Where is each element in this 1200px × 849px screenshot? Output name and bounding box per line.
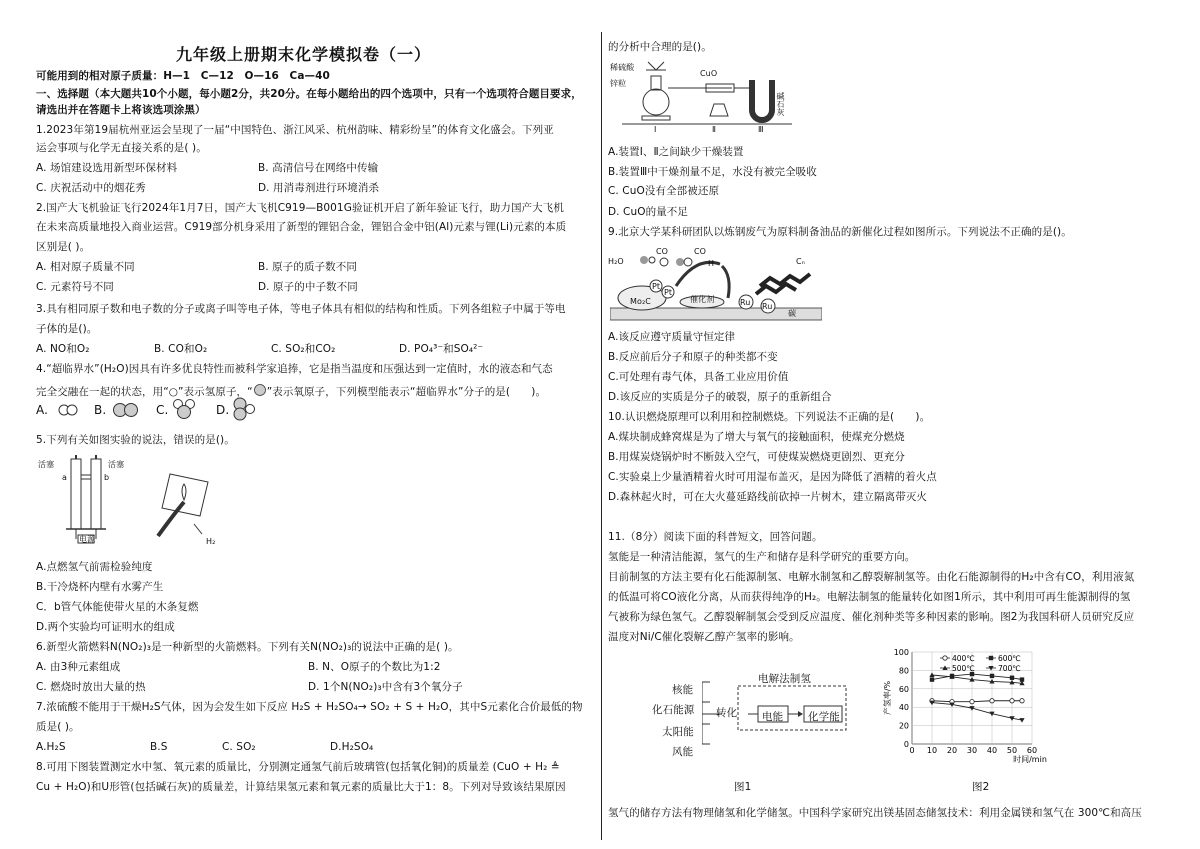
q5-fig-label-b: b bbox=[104, 473, 110, 482]
q9-option-c: C.可处理有毒气体，具备工业应用价值 bbox=[608, 371, 789, 383]
x-tick-label: 50 bbox=[1006, 746, 1018, 755]
q9-fig-co1: CO bbox=[656, 247, 669, 256]
q9-stem-1: 9.北京大学某科研团队以炼钢废气为原料制备油品的新催化过程如图所示。下列说法不正确的是()。 bbox=[608, 226, 1072, 238]
fig2-caption: 图2 bbox=[972, 781, 990, 793]
q4-option-a bbox=[36, 404, 48, 416]
q2-option-d: D. 原子的中子数不同 bbox=[258, 281, 358, 293]
q4-option-a-label: A. bbox=[36, 403, 49, 417]
y-tick-label: 0 bbox=[903, 740, 909, 749]
fig1-convert-label: 转化 bbox=[716, 707, 738, 719]
q9-fig-carbon: 碳 bbox=[788, 309, 797, 318]
q8-fig-acid: 稀硫酸 bbox=[610, 63, 635, 72]
q11-text-5: 气被称为绿色氢气。乙醇裂解制氢会受到反应温度、催化剂种类等多种因素的影响。图2为我国科研人员研究反应 bbox=[608, 611, 1135, 623]
q8-fig-cuo: CuO bbox=[700, 69, 718, 78]
q4-option-b-label: B. bbox=[94, 403, 107, 417]
q5-option-a: A.点燃氢气前需检验纯度 bbox=[36, 561, 153, 573]
q5-fig-label-left: 活塞 bbox=[38, 460, 55, 469]
q7-option-b: B.S bbox=[150, 741, 168, 753]
q4-stem-2a: 完全交融在一起的状态，用“○”表示氢原子，“ bbox=[36, 386, 253, 398]
y-tick-label: 20 bbox=[898, 721, 909, 731]
data-point bbox=[950, 674, 954, 678]
q8-stem-3: 的分析中合理的是()。 bbox=[608, 41, 712, 53]
hydrogen-yield-chart bbox=[880, 644, 1068, 772]
q8-fig-i: Ⅰ bbox=[654, 125, 657, 134]
x-tick-label: 0 bbox=[909, 746, 915, 755]
q10-option-a: A.煤块制成蜂窝煤是为了增大与氧气的接触面积，使煤充分燃烧 bbox=[608, 431, 905, 443]
q6-option-a: A. 由3种元素组成 bbox=[36, 661, 121, 673]
q4-model-a-icon bbox=[57, 402, 81, 418]
q10-stem-1: 10.认识燃烧原理可以利用和控制燃烧。下列说法不正确的是( )。 bbox=[608, 411, 931, 423]
q2-option-b: B. 原子的质子数不同 bbox=[258, 261, 357, 273]
q10-option-c: C.实验桌上少量酒精着火时可用湿布盖灭，是因为降低了酒精的着火点 bbox=[608, 471, 937, 483]
q9-option-d: D.该反应的实质是分子的破裂，原子的重新组合 bbox=[608, 391, 832, 403]
x-axis-label: 时间/min bbox=[1013, 755, 1047, 764]
q9-fig-mo2c: Mo₂C bbox=[630, 297, 651, 306]
q9-fig-pt2: Pt bbox=[664, 288, 673, 297]
series-line bbox=[932, 701, 1022, 702]
q5-fig-label-a: a bbox=[62, 473, 68, 482]
q2-option-a: A. 相对原子质量不同 bbox=[36, 261, 135, 273]
q4-option-b bbox=[94, 404, 106, 416]
q8-stem-2: Cu + H₂O)和U形管(包括碱石灰)的质量差，计算结果氢元素和氧元素的质量比大于1：8。下列对导致该结果原因 bbox=[36, 781, 566, 793]
fig1-chemical-energy: 化学能 bbox=[808, 711, 840, 723]
q4-model-b-icon bbox=[112, 401, 140, 419]
fig1-box-title: 电解法制氢 bbox=[758, 673, 811, 685]
x-tick-label: 30 bbox=[966, 746, 978, 755]
q8-fig-lime: 碱石灰 bbox=[776, 92, 785, 117]
q7-stem-1: 7.浓硫酸不能用于干燥H₂S气体，因为会发生如下反应 H₂S + H₂SO₄→ SO₂ + S + H₂O，其中S元素化合价最低的物 bbox=[36, 701, 583, 713]
q5-fig-label-h2: H₂ bbox=[206, 537, 216, 546]
q5-option-c: C．b管气体能使带火星的木条复燃 bbox=[36, 601, 199, 613]
q2-stem-2: 在未来高质量地投入商业运营。C919部分机身采用了新型的锂铝合金，锂铝合金中铝(Al)元素与锂(Li)元素的本质 bbox=[36, 221, 567, 233]
q8-fig-ii: Ⅱ bbox=[712, 125, 717, 134]
y-axis-label: 产氢率/% bbox=[883, 680, 892, 716]
q10-option-b: B.用煤炭烧锅炉时不断鼓入空气，可使煤炭燃烧更剧烈、更充分 bbox=[608, 451, 905, 463]
x-tick-label: 10 bbox=[926, 746, 938, 755]
q1-option-d: D. 用消毒剂进行环境消杀 bbox=[258, 182, 380, 194]
legend-marker bbox=[943, 656, 947, 660]
q11-text-6: 温度对Ni/C催化裂解乙醇产氢率的影响。 bbox=[608, 631, 800, 643]
q5-fig-label-power: 电源 bbox=[79, 535, 96, 544]
q6-option-b: B. N、O原子的个数比为1:2 bbox=[308, 661, 441, 673]
q3-stem-2: 子体的是()。 bbox=[36, 323, 98, 335]
y-tick-label: 100 bbox=[893, 648, 909, 657]
q2-stem-3: 区别是( )。 bbox=[36, 241, 91, 253]
q4-stem-2b: ”表示氧原子，下列模型能表示“超临界水”分子的是( )。 bbox=[266, 386, 547, 398]
x-tick-label: 60 bbox=[1026, 746, 1038, 755]
data-point bbox=[930, 677, 934, 681]
q8-option-d: D. CuO的量不足 bbox=[608, 206, 689, 218]
q7-option-a: A.H₂S bbox=[36, 741, 66, 753]
q4-model-c-icon bbox=[172, 398, 198, 420]
q3-option-b: B. CO和O₂ bbox=[154, 343, 208, 355]
column-divider bbox=[601, 32, 602, 840]
fig1-source-nuclear: 核能 bbox=[672, 684, 694, 696]
data-point bbox=[970, 699, 974, 703]
q7-option-c: C. SO₂ bbox=[222, 741, 256, 753]
atomic-mass-note: 可能用到的相对原子质量：H—1 C—12 O—16 Ca—40 bbox=[36, 70, 330, 82]
q4-option-c-label: C. bbox=[156, 403, 169, 417]
y-tick-label: 80 bbox=[898, 666, 909, 676]
fig1-source-solar: 太阳能 bbox=[662, 726, 694, 738]
q1-option-a: A. 场馆建设选用新型环保材料 bbox=[36, 162, 178, 174]
q9-fig-ru2: Ru bbox=[762, 302, 773, 311]
q7-stem-2: 质是( )。 bbox=[36, 721, 80, 733]
section1-header: 一、选择题（本大题共10个小题，每小题2分，共20分。在每小题给出的四个选项中，只有一个选项符合题目要求， bbox=[36, 88, 582, 100]
data-point bbox=[1020, 699, 1024, 703]
q5-option-b: B.干冷烧杯内壁有水雾产生 bbox=[36, 581, 164, 593]
x-tick-label: 20 bbox=[946, 746, 958, 755]
q8-stem-1: 8.可用下图装置测定水中氢、氧元素的质量比，分别测定通氢气前后玻璃管(包括氧化铜)的质量差 (CuO + H₂ ≜ bbox=[36, 761, 560, 773]
q11-stem-1: 11.（8分）阅读下面的科普短文，回答问题。 bbox=[608, 531, 823, 543]
q4-model-d-icon bbox=[232, 397, 258, 421]
q5-option-d: D.两个实验均可证明水的组成 bbox=[36, 621, 175, 633]
data-point bbox=[990, 674, 994, 678]
fig1-source-wind: 风能 bbox=[672, 746, 694, 758]
q8-fig-zinc: 锌粒 bbox=[610, 79, 627, 88]
fig1-caption: 图1 bbox=[734, 781, 752, 793]
fig1-source-fossil: 化石能源 bbox=[652, 704, 695, 716]
q4-option-d bbox=[216, 404, 229, 416]
page-title: 九年级上册期末化学模拟卷（一） bbox=[176, 45, 432, 64]
q6-option-c: C. 燃烧时放出大量的热 bbox=[36, 681, 146, 693]
q11-text-4: 的低温可将CO液化分离，从而获得纯净的H₂。电解法制氢的能量转化如图1所示，其中利用可再生能源制得的氢 bbox=[608, 591, 1131, 603]
q11-text-7: 氢气的储存方法有物理储氢和化学储氢。中国科学家研究出镁基固态储氢技术：利用金属镁和氢气在 300℃和高压 bbox=[608, 807, 1142, 819]
q2-stem-1: 2.国产大飞机验证飞行2024年1月7日，国产大飞机C919—B001G验证机开启了新年验证飞行，助力国产大飞机 bbox=[36, 202, 564, 214]
legend-label: 400℃ bbox=[952, 654, 975, 663]
data-point bbox=[1010, 676, 1014, 680]
q9-fig-h: H bbox=[708, 259, 715, 268]
q11-text-2: 氢能是一种清洁能源，氢气的生产和储存是科学研究的重要方向。 bbox=[608, 551, 916, 563]
q8-option-b: B.装置Ⅲ中干燥剂量不足，水没有被完全吸收 bbox=[608, 166, 817, 178]
q9-option-a: A.该反应遵守质量守恒定律 bbox=[608, 331, 736, 343]
q4-option-c bbox=[156, 404, 168, 416]
y-tick-label: 40 bbox=[898, 703, 909, 713]
data-point bbox=[1019, 718, 1024, 723]
series-line bbox=[932, 703, 1022, 720]
q9-fig-h2o: H₂O bbox=[608, 257, 624, 266]
q6-stem-1: 6.新型火箭燃料N(NO₂)₃是一种新型的火箭燃料。下列有关N(NO₂)₃的说法中正确的是( )。 bbox=[36, 641, 459, 653]
legend-label: 600℃ bbox=[998, 654, 1021, 663]
q9-fig-co2: CO bbox=[694, 247, 707, 256]
q10-option-d: D.森林起火时，可在大火蔓延路线前砍掉一片树木，建立隔离带灭火 bbox=[608, 491, 928, 503]
q9-fig-cn: Cₙ bbox=[796, 257, 805, 266]
data-point bbox=[990, 699, 994, 703]
legend-marker bbox=[989, 656, 993, 660]
q3-option-c: C. SO₂和CO₂ bbox=[271, 343, 336, 355]
data-point bbox=[1010, 699, 1014, 703]
q1-option-c: C. 庆祝活动中的烟花秀 bbox=[36, 182, 146, 194]
oxygen-atom-icon bbox=[253, 384, 267, 396]
q11-text-3: 目前制氢的方法主要有化石能源制氢、电解水制氢和乙醇裂解制氢等。由化石能源制得的H₂中含有CO，利用液氮 bbox=[608, 571, 1135, 583]
q9-fig-catalyst: 催化剂 bbox=[690, 295, 715, 304]
q9-fig-ru1: Ru bbox=[740, 298, 751, 307]
data-point bbox=[929, 672, 934, 677]
x-tick-label: 40 bbox=[986, 746, 998, 755]
legend-label: 500℃ bbox=[952, 664, 975, 673]
q3-option-d: D. PO₄³⁻和SO₄²⁻ bbox=[399, 343, 484, 355]
legend-label: 700℃ bbox=[998, 664, 1021, 673]
q5-stem-1: 5.下列有关如图实验的说法，错误的是()。 bbox=[36, 434, 235, 446]
q7-option-d: D.H₂SO₄ bbox=[330, 741, 374, 753]
q1-stem-2: 运会事项与化学无直接关系的是( )。 bbox=[36, 142, 207, 154]
y-tick-label: 60 bbox=[898, 684, 909, 694]
data-point bbox=[1020, 677, 1024, 681]
q9-fig-pt1: Pt bbox=[652, 282, 661, 291]
series-line bbox=[932, 674, 1022, 680]
q1-option-b: B. 高清信号在网络中传输 bbox=[258, 162, 379, 174]
q5-fig-label-right: 活塞 bbox=[108, 460, 125, 469]
q3-option-a: A. NO和O₂ bbox=[36, 343, 90, 355]
q3-stem-1: 3.具有相同原子数和电子数的分子或离子叫等电子体，等电子体具有相似的结构和性质。下列各组粒子中属于等电 bbox=[36, 303, 566, 315]
section1-header-2: 请选出并在答题卡上将该选项涂黑） bbox=[36, 104, 206, 116]
series-line bbox=[932, 675, 1022, 683]
q4-stem-2 bbox=[36, 384, 546, 398]
q8-option-c: C. CuO没有全部被还原 bbox=[608, 185, 720, 197]
q4-stem-1: 4.“超临界水”(H₂O)因具有许多优良特性而被科学家追捧，它是指当温度和压强达到一定值时，水的液态和气态 bbox=[36, 363, 553, 375]
q4-option-d-label: D. bbox=[216, 403, 230, 417]
q2-option-c: C. 元素符号不同 bbox=[36, 281, 114, 293]
q8-fig-iii: Ⅲ bbox=[758, 125, 764, 134]
q9-option-b: B.反应前后分子和原子的种类都不变 bbox=[608, 351, 778, 363]
q6-option-d: D. 1个N(NO₂)₃中含有3个氧分子 bbox=[308, 681, 463, 693]
q1-stem-1: 1.2023年第19届杭州亚运会呈现了一届“中国特色、浙江风采、杭州韵味、精彩纷呈”的体育文化盛会。下列亚 bbox=[36, 124, 554, 136]
q8-option-a: A.装置Ⅰ、Ⅱ之间缺少干燥装置 bbox=[608, 146, 744, 158]
fig1-electric-energy: 电能 bbox=[762, 711, 784, 723]
